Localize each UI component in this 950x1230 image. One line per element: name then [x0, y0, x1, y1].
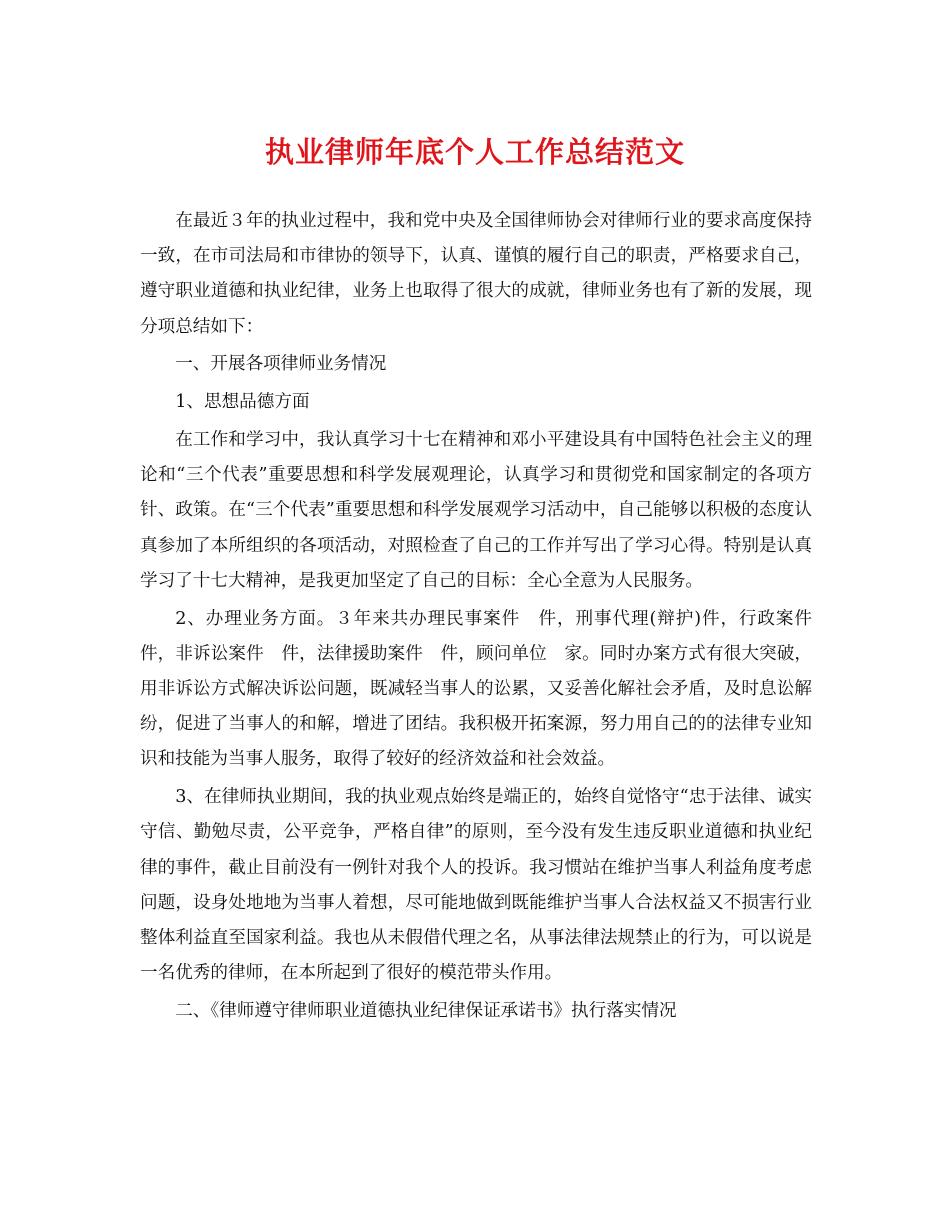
section-heading-2: 二、《律师遵守律师职业道德执业纪律保证承诺书》执行落实情况 [175, 1001, 677, 1022]
document-title: 执业律师年底个人工作总结范文 [264, 135, 685, 169]
subsection-heading-1: 1、思想品德方面 [175, 392, 310, 413]
ideology-paragraph: 在工作和学习中，我认真学习十七在精神和邓小平建设具有中国特色社会主义的理论和“三个代表”重要思想和科学发展观理论，认真学习和贯彻党和国家制定的各项方针、政策。在“三个代表”重要思想和科学发展观学习活动中，自己能够以积极的态度认真参加了本所组织的各项活动，对照检查了自己的工作并写出了学习心得。特别是认真学习了十七大精神，是我更加坚定了自己的目标：全心全意为人民服务。 [140, 430, 812, 591]
business-paragraph: 2、办理业务方面。３年来共办理民事案件 件，刑事代理(辩护)件，行政案件 件，非诉讼案件 件，法律援助案件 件，顾问单位 家。同时办案方式有很大突破，用非诉讼方式解决诉讼问题，既减轻当事人的讼累，又妥善化解社会矛盾，及时息讼解纷，促进了当事人的和解，增进了团结。我积极开拓案源，努力用自己的的法律专业知识和技能为当事人服务，取得了较好的经济效益和社会效益。 [140, 608, 830, 770]
document-body [140, 204, 830, 1032]
intro-paragraph: 在最近３年的执业过程中，我和党中央及全国律师协会对律师行业的要求高度保持一致，在市司法局和市律协的领导下，认真、谨慎的履行自己的职责，严格要求自己，遵守职业道德和执业纪律，业务上也取得了很大的成就，律师业务也有了新的发展，现分项总结如下： [140, 211, 812, 337]
conduct-paragraph: 3、在律师执业期间，我的执业观点始终是端正的，始终自觉恪守“忠于法律、诚实守信、勤勉尽责，公平竞争，严格自律”的原则，至今没有发生违反职业道德和执业纪律的事件，截止目前没有一例针对我个人的投诉。我习惯站在维护当事人利益角度考虑问题，设身处地地为当事人着想，尽可能地做到既能维护当事人合法权益又不损害行业整体利益直至国家利益。我也从未假借代理之名，从事法律法规禁止的行为，可以说是一名优秀的律师，在本所起到了很好的模范带头作用。 [140, 787, 812, 984]
section-heading-1: 一、开展各项律师业务情况 [175, 354, 387, 375]
